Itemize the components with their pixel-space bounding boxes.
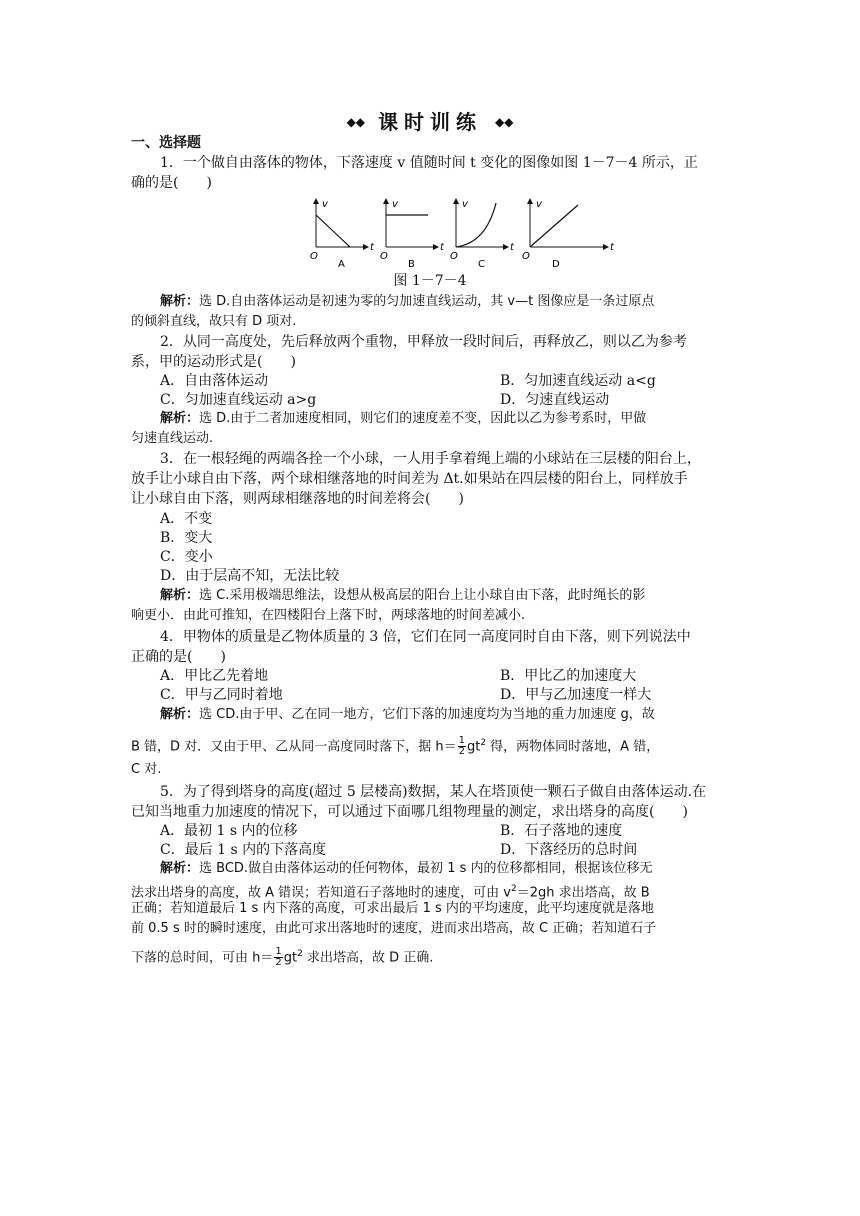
q5-analysis-text2a: 法求出塔身的高度，故 A 错误；若知道石子落地时的速度，可由 v <box>131 885 511 901</box>
graph-b-origin: O <box>380 251 388 262</box>
q5-analysis-text5c: 求出塔高，故 D 正确. <box>302 950 434 966</box>
q5-analysis-line3: 正确；若知道最后 1 s 内下落的高度，可求出最后 1 s 内的平均速度，此平均速度就是落地 <box>131 901 654 916</box>
graph-d-origin: O <box>522 251 530 262</box>
q4-analysis-text2b: gt <box>466 739 481 755</box>
q5-option-c: C．最后 1 s 内的下落高度 <box>160 842 327 858</box>
q5-analysis-line1 <box>160 859 760 879</box>
q3-analysis-line2: 响更小．由此可推知，在四楼阳台上落下时，两球落地的时间差减小. <box>131 608 526 623</box>
q5-analysis-text5b: gt <box>283 950 298 966</box>
q3-analysis-text1: 选 C.采用极端思维法，设想从极高层的阳台上让小球自由下落，此时绳长的影 <box>199 588 646 603</box>
fraction-one-half <box>274 947 282 968</box>
q3-line2: 放手让小球自由下落，两个球相继落地的时间差为 Δt.如果站在四层楼的阳台上，同样放手 <box>131 471 688 487</box>
q3-analysis-line1 <box>160 586 760 606</box>
ornament-right: ◆◆ <box>494 115 514 129</box>
q5-analysis-label: 解析： <box>160 861 200 876</box>
q5-option-a: A．最初 1 s 内的位移 <box>160 823 298 839</box>
q4-option-c: C．甲与乙同时着地 <box>160 687 283 703</box>
squared-exponent: 2 <box>297 949 303 959</box>
q2-option-a: A．自由落体运动 <box>160 373 269 389</box>
q3-analysis-label: 解析： <box>160 588 200 603</box>
graph-b-v-label: v <box>392 199 398 210</box>
q2-option-b: B．匀加速直线运动 a<g <box>500 373 656 389</box>
graph-d <box>522 199 615 270</box>
graph-a-t-label: t <box>370 242 374 253</box>
q4-option-b: B．甲比乙的加速度大 <box>500 668 637 684</box>
graph-c <box>450 199 515 270</box>
fraction-one-half <box>458 736 466 757</box>
figure-caption: 图 1－7－4 <box>393 273 467 289</box>
graph-a-origin: O <box>310 251 318 262</box>
graph-b-label: B <box>408 259 415 270</box>
q4-analysis-label: 解析： <box>160 707 200 722</box>
graph-c-t-label: t <box>510 242 514 253</box>
q5-option-d: D．下落经历的总时间 <box>500 842 638 858</box>
q3-line3: 让小球自由下落，则两球相继落地的时间差将会( ) <box>131 491 464 507</box>
graph-d-t-label: t <box>610 242 614 253</box>
ornament-left: ◆◆ <box>346 115 366 129</box>
q4-analysis-line2 <box>131 733 731 757</box>
graph-c-label: C <box>478 259 485 270</box>
q5-option-b: B．石子落地的速度 <box>500 823 623 839</box>
q4-option-a: A．甲比乙先着地 <box>160 668 269 684</box>
fraction-numerator: 1 <box>458 735 465 747</box>
q5-analysis-line4: 前 0.5 s 时的瞬时速度，由此可求出落地时的速度，进而求出塔高，故 C 正确；若知道石子 <box>131 921 657 936</box>
page-title: 课时训练 <box>378 110 482 134</box>
q5-analysis-text1: 选 BCD.做自由落体运动的任何物体，最初 1 s 内的位移都相同，根据该位移无 <box>199 861 653 876</box>
q4-analysis-text2a: B 错，D 对．又由于甲、乙从同一高度同时落下，据 h＝ <box>131 739 457 755</box>
q1-analysis-line2: 的倾斜直线，故只有 D 项对. <box>131 314 297 329</box>
fraction-denominator: 2 <box>458 746 465 758</box>
q4-analysis-line1 <box>160 705 760 725</box>
q4-line2: 正确的是( ) <box>131 649 226 665</box>
q2-option-d: D．匀速直线运动 <box>500 392 610 408</box>
q3-option-b: B．变大 <box>160 530 213 546</box>
q4-analysis-line3: C 对. <box>131 762 162 777</box>
q2-line1: 2．从同一高度处，先后释放两个重物，甲释放一段时间后，再释放乙，则以乙为参考 <box>160 334 687 350</box>
section-title: 一、选择题 <box>131 135 201 151</box>
q2-analysis-label: 解析： <box>160 411 200 426</box>
graph-a-v-label: v <box>322 199 328 210</box>
graph-b <box>380 199 445 270</box>
squared-exponent: 2 <box>510 884 517 894</box>
q4-analysis-text1: 选 CD.由于甲、乙在同一地方，它们下落的加速度均为当地的重力加速度 g，故 <box>199 707 655 722</box>
q4-analysis-text2c: 得，两物体同时落地，A 错， <box>486 739 660 755</box>
q3-option-d: D．由于层高不知，无法比较 <box>160 568 340 584</box>
q3-option-a: A．不变 <box>160 511 213 527</box>
graph-b-t-label: t <box>440 242 444 253</box>
q3-line1: 3．在一根轻绳的两端各拴一个小球，一人用手拿着绳上端的小球站在三层楼的阳台上， <box>160 451 701 467</box>
q4-line1: 4．甲物体的质量是乙物体质量的 3 倍，它们在同一高度同时自由下落，则下列说法中 <box>160 629 691 645</box>
q5-analysis-text2b: ＝2gh 求出塔高，故 B <box>516 885 650 901</box>
heading <box>0 106 860 135</box>
q2-option-c: C．匀加速直线运动 a>g <box>160 392 317 408</box>
squared-exponent: 2 <box>480 738 487 748</box>
q1-line2: 确的是( ) <box>131 175 212 191</box>
q2-line2: 系，甲的运动形式是( ) <box>131 354 296 370</box>
graph-a <box>310 199 375 270</box>
graph-c-v-label: v <box>462 199 468 210</box>
q1-analysis-line1 <box>160 292 760 312</box>
graph-a-label: A <box>338 259 345 270</box>
q1-analysis-label: 解析： <box>160 294 200 309</box>
q3-option-c: C．变小 <box>160 549 213 565</box>
fraction-denominator: 2 <box>275 957 282 969</box>
q5-line2: 已知当地重力加速度的情况下，可以通过下面哪几组物理量的测定，求出塔身的高度( ) <box>131 804 688 820</box>
velocity-time-graphs <box>310 195 620 270</box>
q1-line1: 1．一个做自由落体的物体，下落速度 v 值随时间 t 变化的图像如图 1－7－4 所示，正 <box>160 155 698 171</box>
q5-analysis-text5a: 下落的总时间，可由 h＝ <box>131 950 274 966</box>
graph-c-origin: O <box>450 251 458 262</box>
q4-option-d: D．甲与乙加速度一样大 <box>500 687 652 703</box>
q1-analysis-text1: 选 D.自由落体运动是初速为零的匀加速直线运动，其 v—t 图像应是一条过原点 <box>199 294 655 309</box>
fraction-numerator: 1 <box>275 946 282 958</box>
graph-d-label: D <box>552 259 560 270</box>
q5-analysis-line5 <box>131 944 731 968</box>
q2-analysis-text1: 选 D.由于二者加速度相同，则它们的速度差不变，因此以乙为参考系时，甲做 <box>199 411 647 426</box>
q2-analysis-line1 <box>160 409 760 429</box>
q2-analysis-line2: 匀速直线运动. <box>131 431 214 446</box>
q5-line1: 5．为了得到塔身的高度(超过 5 层楼高)数据，某人在塔顶使一颗石子做自由落体运动.在 <box>160 784 707 800</box>
graph-d-v-label: v <box>536 199 542 210</box>
